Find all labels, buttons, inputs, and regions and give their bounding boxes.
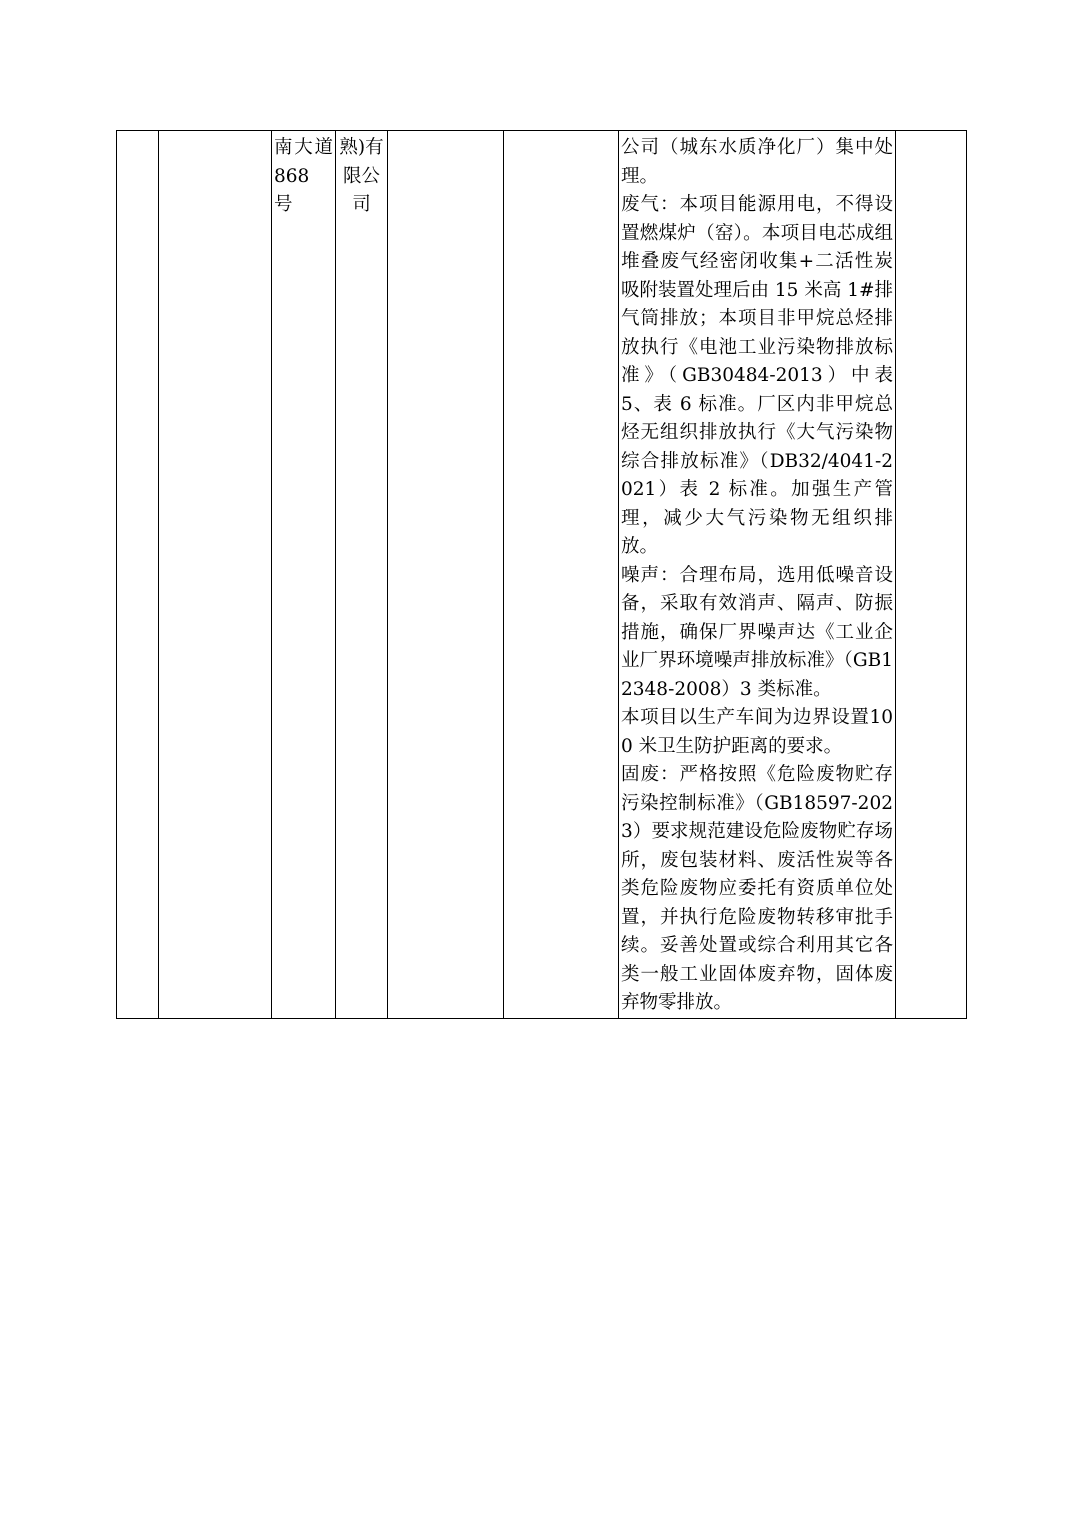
- measure-waste-gas: 废气：本项目能源用电，不得设置燃煤炉（窑）。本项目电芯成组堆叠废气经密闭收集+二活性炭吸附装置处理后由 15 米高 1#排气筒排放；本项目非甲烷总烃排放执行《电池工业污染物排放标准》（GB30484-2013）中表 5、表 6 标准。厂区内非甲烷总烃无组织排放执行《大气污染物综合排放标准》（DB32/4041-2021）表 2 标准。加强生产管理，减少大气污染物无组织排放。: [621, 194, 893, 557]
- measure-wastewater-tail: 公司（城东水质净化厂）集中处理。: [621, 137, 893, 187]
- address-cell: [272, 131, 336, 1019]
- col-name-cell: [159, 131, 272, 1019]
- col-remarks-cell: [896, 131, 967, 1019]
- measure-noise: 噪声：合理布局，选用低噪音设备，采取有效消声、隔声、防振措施，确保厂界噪声达《工业企业厂界环境噪声排放标准》（GB12348-2008）3 类标准。: [621, 564, 893, 700]
- company-cell: [336, 131, 388, 1019]
- table-row: [117, 131, 967, 1019]
- col-6-cell: [504, 131, 619, 1019]
- document-table: [116, 130, 967, 1019]
- measure-solid-waste: 固废：严格按照《危险废物贮存污染控制标准》（GB18597-2023）要求规范建设危险废物贮存场所，废包装材料、废活性炭等各类危险废物应委托有资质单位处置，并执行危险废物转移审批手续。妥善处置或综合利用其它各类一般工业固体废弃物，固体废弃物零排放。: [621, 764, 893, 1013]
- address-text: 南大道868 号: [274, 137, 333, 215]
- measures-cell: [619, 131, 896, 1019]
- col-index-cell: [117, 131, 159, 1019]
- company-text: 熟)有限公司: [339, 137, 384, 215]
- measure-protection-distance: 本项目以生产车间为边界设置100 米卫生防护距离的要求。: [621, 707, 893, 757]
- col-5-cell: [388, 131, 504, 1019]
